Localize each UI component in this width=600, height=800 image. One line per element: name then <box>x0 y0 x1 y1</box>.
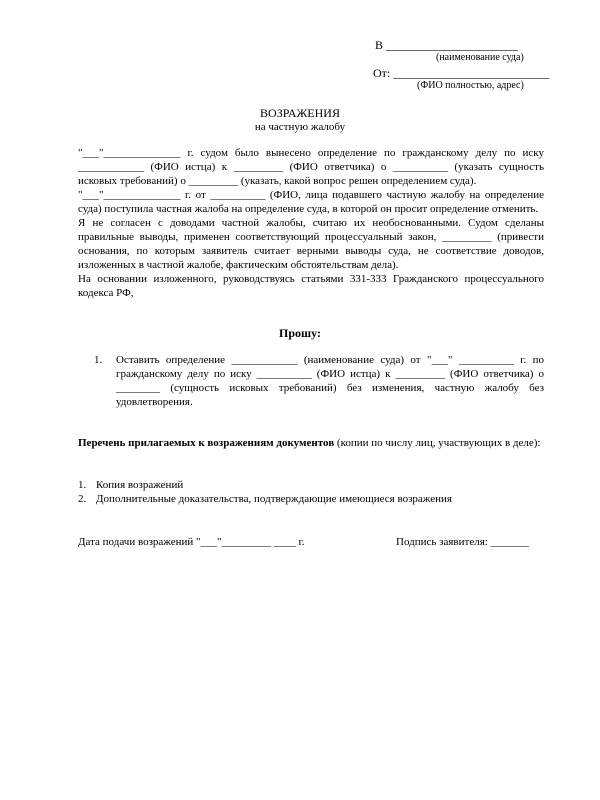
submission-date: Дата подачи возражений "___"_________ ____ г. <box>78 536 305 548</box>
attachments-list <box>78 478 452 506</box>
attachments-intro-bold: Перечень прилагаемых к возражениям документов <box>78 437 335 449</box>
sender-line: От: __________________________ <box>373 66 550 80</box>
addressee-court-caption: (наименование суда) <box>436 52 524 63</box>
sender-caption: (ФИО полностью, адрес) <box>417 80 524 91</box>
attachments-intro <box>78 436 544 450</box>
attachments-intro-rest: (копии по числу лиц, участвующих в деле): <box>334 437 541 449</box>
paragraph-complaint: "___"______________ г. от __________ (ФИО, лица подавшего частную жалобу на определение суда) поступила частная жалоба на определение суда, в которой он просит определение отменить. <box>78 189 544 215</box>
list-item-text: Дополнительные доказательства, подтверждающие имеющиеся возражения <box>96 493 452 505</box>
list-item-number: 1. <box>78 479 87 491</box>
document-subtitle: на частную жалобу <box>254 121 346 133</box>
paragraph-ruling: "___"______________ г. судом было вынесено определение по гражданскому делу по иску ____________ (ФИО истца) к _________ (ФИО ответчика) о __________ (указать сущность исковых требований) о _________ (указать, какой вопрос решен определением суда). <box>78 147 544 187</box>
addressee-court-line: В ______________________ <box>375 38 519 52</box>
applicant-signature: Подпись заявителя: _______ <box>396 536 530 548</box>
request-item-number: 1. <box>94 354 103 366</box>
list-item <box>78 492 452 506</box>
document-body <box>78 146 544 300</box>
document-title: ВОЗРАЖЕНИЯ <box>260 106 340 120</box>
paragraph-disagreement: Я не согласен с доводами частной жалобы, считаю их необоснованными. Судом сделаны правильные выводы, применен соответствующий процессуальный закон, _________ (привести основания, по которым заявитель считает верными выводы суда, не соответствие доводов, изложенных в частной жалобе, фактическим обстоятельствам дела). <box>78 217 544 271</box>
list-item-text: Копия возражений <box>96 479 184 491</box>
list-item-number: 2. <box>78 493 87 505</box>
request-heading: Прошу: <box>279 326 321 340</box>
paragraph-basis: На основании изложенного, руководствуясь статьями 331-333 Гражданского процессуального кодекса РФ, <box>78 273 544 299</box>
list-item <box>78 478 452 492</box>
request-item-text: Оставить определение ____________ (наименование суда) от "___" __________ г. по гражданскому делу по иску __________ (ФИО истца) к _________ (ФИО ответчика) о ________ (сущность исковых требований) без изменения, частную жалобу без удовлетворения. <box>116 354 544 408</box>
request-item <box>94 353 544 409</box>
